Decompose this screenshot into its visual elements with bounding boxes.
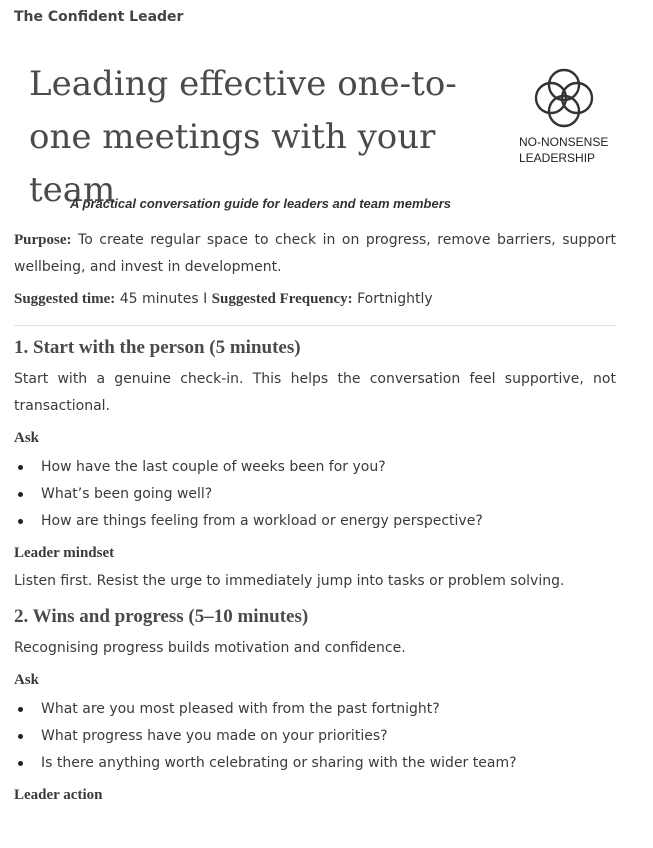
- question-list: [14, 696, 616, 777]
- list-item: What progress have you made on your priorities?: [14, 723, 616, 750]
- frequency-value: Fortnightly: [352, 291, 433, 307]
- document-body: [14, 227, 616, 805]
- section-intro: Start with a genuine check-in. This helps the conversation feel supportive, not transactional.: [14, 371, 616, 414]
- logo-text: [519, 134, 608, 166]
- header-label: The Confident Leader: [14, 9, 184, 25]
- purpose-text: To create regular space to check in on progress, remove barriers, support wellbeing, and invest in development.: [14, 232, 616, 275]
- overlapping-circles-icon: [532, 66, 596, 130]
- list-item: What’s been going well?: [14, 481, 616, 508]
- list-item: How are things feeling from a workload or energy perspective?: [14, 508, 616, 535]
- list-item: What are you most pleased with from the past fortnight?: [14, 696, 616, 723]
- leader-action-label: Leader action: [14, 787, 103, 803]
- question-list: [14, 454, 616, 535]
- meta-line: [14, 286, 616, 313]
- section-heading: 2. Wins and progress (5–10 minutes): [14, 606, 309, 627]
- ask-label: Ask: [14, 430, 40, 446]
- frequency-label: Suggested Frequency:: [211, 291, 353, 307]
- ask-label: Ask: [14, 672, 40, 688]
- time-label: Suggested time:: [14, 291, 116, 307]
- logo-line-1: NO-NONSENSE: [519, 135, 609, 149]
- divider: [14, 325, 616, 326]
- page-title: Leading effective one-to-one meetings with your team: [29, 64, 457, 210]
- purpose-paragraph: [14, 227, 616, 281]
- section-intro: Recognising progress builds motivation and confidence.: [14, 640, 406, 656]
- list-item: How have the last couple of weeks been for you?: [14, 454, 616, 481]
- section-heading: 1. Start with the person (5 minutes): [14, 337, 301, 358]
- list-item: Is there anything worth celebrating or sharing with the wider team?: [14, 750, 616, 777]
- subtitle: A practical conversation guide for leaders and team members: [70, 196, 451, 211]
- time-value: 45 minutes I: [115, 291, 212, 307]
- logo-line-2: LEADERSHIP: [519, 151, 596, 165]
- leader-mindset-label: Leader mindset: [14, 545, 115, 561]
- leader-mindset-text: Listen first. Resist the urge to immediately jump into tasks or problem solving.: [14, 573, 565, 589]
- purpose-label: Purpose:: [14, 232, 72, 248]
